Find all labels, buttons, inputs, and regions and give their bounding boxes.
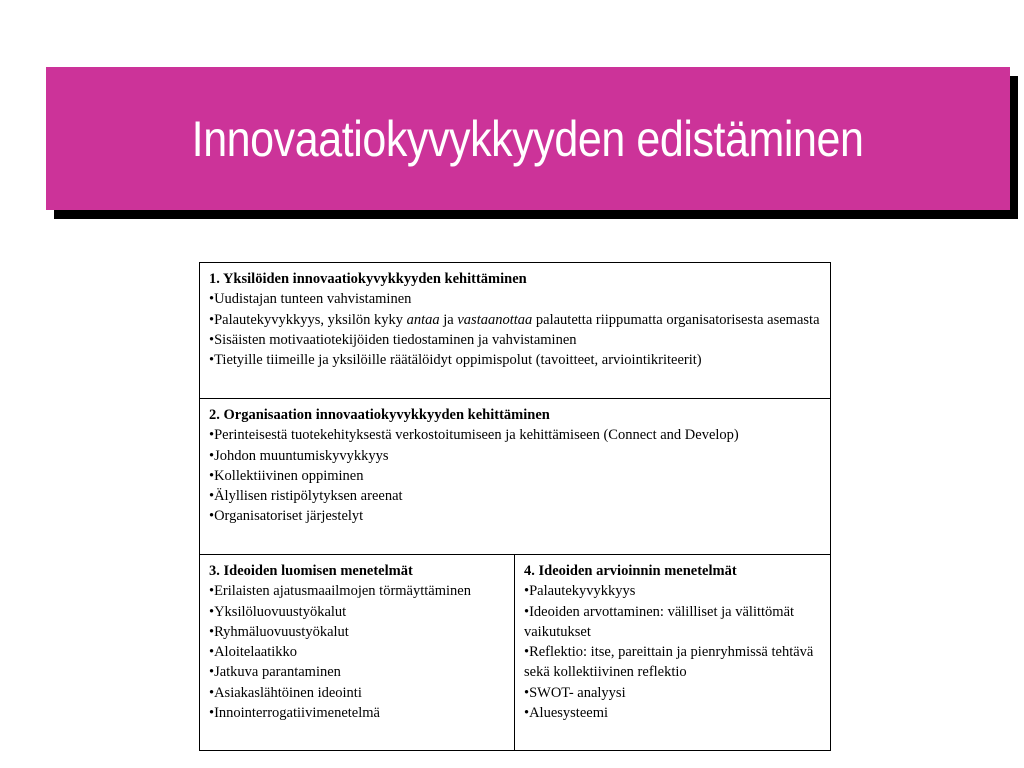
list-item: •Palautekyvykkyys: [524, 583, 636, 600]
section-4-title: 4. Ideoiden arvioinnin menetelmät: [524, 563, 737, 579]
list-item: •Reflektio: itse, pareittain ja pienryhmissä tehtävä sekä kollektiivinen reflektio: [524, 644, 814, 681]
list-item: •Älyllisen ristipölytyksen areenat: [209, 488, 403, 505]
section-4-cell: [515, 555, 831, 751]
section-1-title: 1. Yksilöiden innovaatiokyvykkyyden kehittäminen: [209, 271, 527, 287]
list-item: •Jatkuva parantaminen: [209, 664, 341, 681]
list-item: •Organisatoriset järjestelyt: [209, 508, 364, 525]
list-item: •Ideoiden arvottaminen: välilliset ja välittömät vaikutukset: [524, 603, 795, 640]
slide-title: Innovaatiokyvykkyyden edistäminen: [192, 110, 864, 167]
list-item-text: •Palautekyvykkyys, yksilön kyky: [209, 311, 407, 328]
list-item: •Ryhmäluovuustyökalut: [209, 623, 349, 640]
emphasis-text: vastaanottaa: [457, 311, 533, 328]
section-2-title: 2. Organisaation innovaatiokyvykkyyden kehittäminen: [209, 407, 550, 423]
section-1-cell: [200, 263, 831, 399]
list-item-text: ja: [439, 311, 458, 328]
list-item: [209, 310, 822, 330]
list-item: •Kollektiivinen oppiminen: [209, 467, 364, 484]
list-item: •Aloitelaatikko: [209, 644, 298, 661]
section-3-cell: [200, 555, 515, 751]
list-item: •Erilaisten ajatusmaailmojen törmäyttäminen: [209, 583, 471, 600]
list-item-text: palautetta riippumatta organisatorisesta asemasta: [532, 311, 820, 328]
list-item: •Asiakaslähtöinen ideointi: [209, 684, 362, 701]
list-item: •Innointerrogatiivimenetelmä: [209, 705, 380, 722]
list-item: •Aluesysteemi: [524, 705, 609, 722]
table-row: [200, 399, 831, 555]
title-banner: [46, 67, 1010, 210]
emphasis-text: antaa: [406, 311, 440, 328]
list-item: •Yksilöluovuustyökalut: [209, 603, 347, 620]
table-row: [200, 555, 831, 751]
list-item: •Johdon muuntumiskyvykkyys: [209, 447, 389, 464]
list-item: •Uudistajan tunteen vahvistaminen: [209, 291, 412, 308]
list-item: •Tietyille tiimeille ja yksilöille räätälöidyt oppimispolut (tavoitteet, arviointikriteerit): [209, 352, 702, 369]
list-item: •Sisäisten motivaatiotekijöiden tiedostaminen ja vahvistaminen: [209, 331, 577, 348]
list-item: •Perinteisestä tuotekehityksestä verkostoitumiseen ja kehittämiseen (Connect and Develop): [209, 427, 739, 444]
content-table: [199, 262, 831, 751]
list-item: •SWOT- analyysi: [524, 684, 626, 701]
section-2-cell: [200, 399, 831, 555]
section-3-title: 3. Ideoiden luomisen menetelmät: [209, 563, 413, 579]
table-row: [200, 263, 831, 399]
